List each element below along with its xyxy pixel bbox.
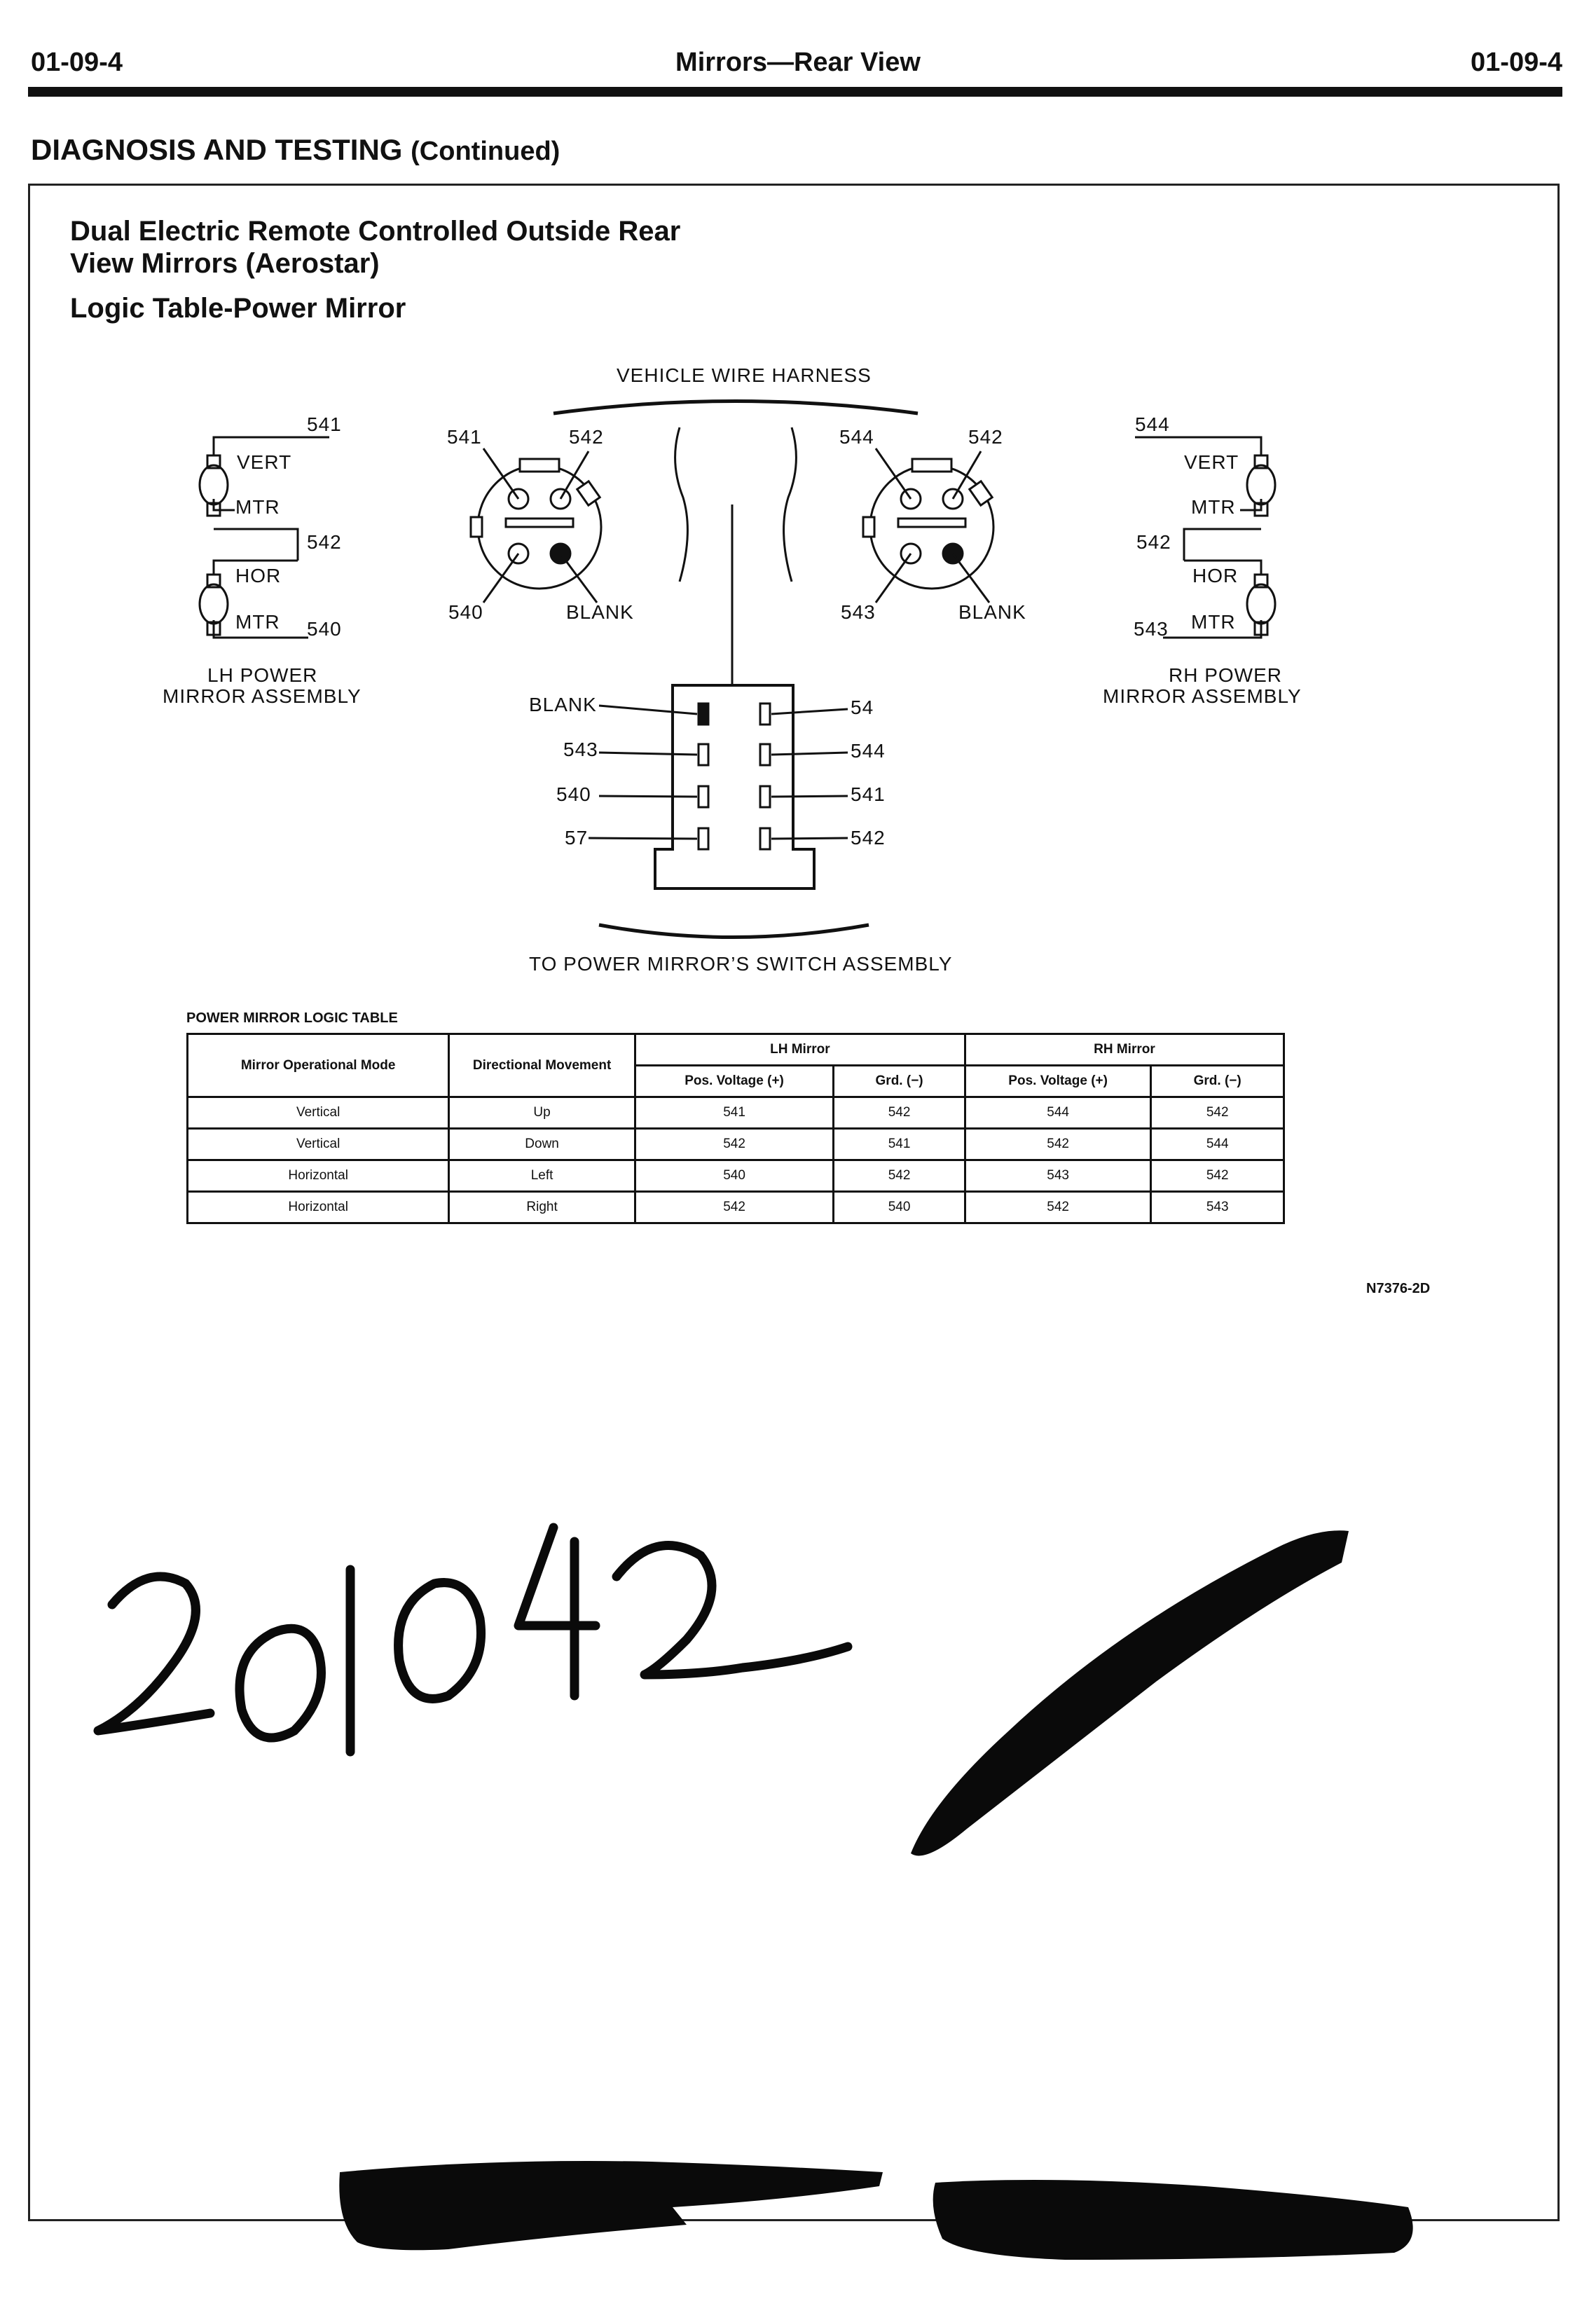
switch-assembly-label: TO POWER MIRROR’S SWITCH ASSEMBLY bbox=[529, 953, 953, 975]
logic-table-title: POWER MIRROR LOGIC TABLE bbox=[186, 1010, 398, 1026]
table-cell: Right bbox=[449, 1192, 635, 1223]
table-cell: 542 bbox=[1151, 1097, 1284, 1129]
lh-hor-label: HOR bbox=[235, 565, 282, 586]
rh-hor-label: HOR bbox=[1192, 565, 1239, 586]
figure-title-line2: View Mirrors (Aerostar) bbox=[70, 248, 380, 279]
lh-mtr-label-2: MTR bbox=[235, 611, 280, 633]
header-rh-pos: Pos. Voltage (+) bbox=[965, 1066, 1150, 1097]
section-title: DIAGNOSIS AND TESTING bbox=[31, 133, 403, 166]
rh-wire-top: 544 bbox=[1135, 413, 1170, 435]
header-rh-grd: Grd. (−) bbox=[1151, 1066, 1284, 1097]
lh-conn-top-left: 541 bbox=[447, 426, 482, 448]
switch-pin-right-4: 542 bbox=[851, 827, 886, 849]
switch-pin-right-1: 54 bbox=[851, 696, 874, 718]
section-continued: (Continued) bbox=[411, 137, 560, 166]
table-cell: 542 bbox=[635, 1129, 833, 1160]
rh-conn-bottom-left: 543 bbox=[841, 601, 876, 623]
page-number-left: 01-09-4 bbox=[31, 48, 123, 77]
table-cell: 542 bbox=[834, 1097, 965, 1129]
lh-vert-label: VERT bbox=[237, 451, 292, 473]
lh-assembly-label-2: MIRROR ASSEMBLY bbox=[163, 685, 362, 707]
table-cell: Vertical bbox=[188, 1097, 449, 1129]
header-direction: Directional Movement bbox=[449, 1034, 635, 1097]
table-cell: 541 bbox=[834, 1129, 965, 1160]
harness-label: VEHICLE WIRE HARNESS bbox=[617, 364, 872, 386]
table-cell: 540 bbox=[834, 1192, 965, 1223]
rh-assembly-label-1: RH POWER bbox=[1169, 664, 1282, 686]
figure-title-line1: Dual Electric Remote Controlled Outside Rear bbox=[70, 216, 681, 247]
table-cell: Down bbox=[449, 1129, 635, 1160]
lh-wire-top: 541 bbox=[307, 413, 342, 435]
header-lh-grd: Grd. (−) bbox=[834, 1066, 965, 1097]
rh-mtr-label-2: MTR bbox=[1191, 611, 1236, 633]
table-cell: Horizontal bbox=[188, 1160, 449, 1192]
rh-assembly-label-2: MIRROR ASSEMBLY bbox=[1103, 685, 1302, 707]
switch-pin-right-2: 544 bbox=[851, 740, 886, 762]
table-cell: 543 bbox=[965, 1160, 1150, 1192]
table-cell: 542 bbox=[834, 1160, 965, 1192]
lh-wire-mid: 542 bbox=[307, 531, 342, 553]
header-lh-pos: Pos. Voltage (+) bbox=[635, 1066, 833, 1097]
table-cell: 542 bbox=[635, 1192, 833, 1223]
header-mode: Mirror Operational Mode bbox=[188, 1034, 449, 1097]
table-cell: 544 bbox=[1151, 1129, 1284, 1160]
page-title: Mirrors—Rear View bbox=[675, 48, 921, 77]
figure-id: N7376-2D bbox=[1366, 1281, 1431, 1296]
table-cell: Horizontal bbox=[188, 1192, 449, 1223]
rh-conn-top-left: 544 bbox=[839, 426, 874, 448]
lh-wire-bottom: 540 bbox=[307, 618, 342, 640]
switch-pin-left-1: BLANK bbox=[529, 694, 597, 715]
table-cell: 540 bbox=[635, 1160, 833, 1192]
page-number-right: 01-09-4 bbox=[1471, 48, 1562, 77]
table-cell: 542 bbox=[1151, 1160, 1284, 1192]
figure-subtitle: Logic Table-Power Mirror bbox=[70, 293, 406, 324]
table-cell: 541 bbox=[635, 1097, 833, 1129]
table-cell: Vertical bbox=[188, 1129, 449, 1160]
rh-wire-mid: 542 bbox=[1136, 531, 1171, 553]
rh-conn-top-right: 542 bbox=[968, 426, 1003, 448]
table-cell: 542 bbox=[965, 1192, 1150, 1223]
table-cell: Up bbox=[449, 1097, 635, 1129]
lh-mtr-label-1: MTR bbox=[235, 496, 280, 518]
header-rh-mirror: RH Mirror bbox=[965, 1034, 1284, 1066]
rh-vert-label: VERT bbox=[1184, 451, 1239, 473]
table-cell: 542 bbox=[965, 1129, 1150, 1160]
table-cell: 544 bbox=[965, 1097, 1150, 1129]
switch-pin-right-3: 541 bbox=[851, 783, 886, 805]
rh-mtr-label-1: MTR bbox=[1191, 496, 1236, 518]
switch-pin-left-2: 543 bbox=[563, 739, 598, 760]
lh-assembly-label-1: LH POWER bbox=[207, 664, 318, 686]
table-cell: 543 bbox=[1151, 1192, 1284, 1223]
switch-pin-left-4: 57 bbox=[565, 827, 589, 849]
header-lh-mirror: LH Mirror bbox=[635, 1034, 965, 1066]
rh-wire-bottom: 543 bbox=[1134, 618, 1169, 640]
rh-conn-bottom-right: BLANK bbox=[958, 601, 1026, 623]
table-cell: Left bbox=[449, 1160, 635, 1192]
lh-conn-bottom-right: BLANK bbox=[566, 601, 634, 623]
lh-conn-bottom-left: 540 bbox=[448, 601, 483, 623]
lh-conn-top-right: 542 bbox=[569, 426, 604, 448]
switch-pin-left-3: 540 bbox=[556, 783, 591, 805]
